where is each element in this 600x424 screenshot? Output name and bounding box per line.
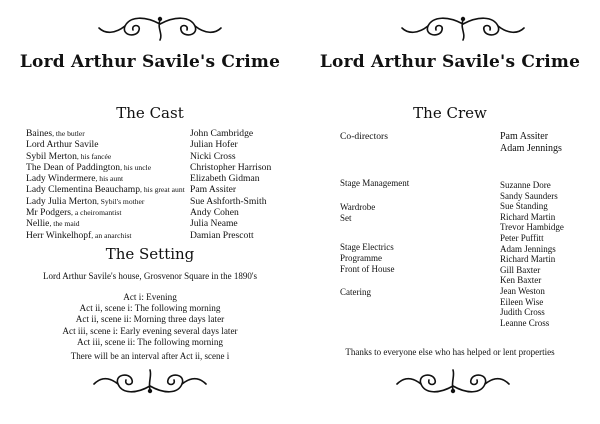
actor-name: Andy Cohen	[190, 207, 239, 219]
bottom-flourish-ornament	[90, 366, 210, 396]
character	[26, 151, 111, 162]
crew-role: Front of House	[340, 264, 395, 274]
character	[26, 173, 123, 184]
character	[26, 184, 185, 195]
crew-name: Judith Cross	[500, 307, 545, 318]
crew-name: Eileen Wise	[500, 296, 544, 307]
top-flourish-ornament	[398, 14, 528, 44]
cast-row	[26, 218, 296, 229]
crew-name: Suzanne Dore	[500, 180, 551, 190]
cast-heading: The Cast	[116, 104, 184, 122]
crew-name: Adam Jennings	[500, 243, 556, 254]
character-name: Mr Podgers	[26, 207, 72, 219]
character-name: Baines	[26, 128, 53, 139]
crew-heading: The Crew	[413, 104, 487, 122]
cast-row	[26, 184, 296, 195]
crew-name: Richard Martin	[500, 211, 556, 222]
crew-role: Wardrobe	[340, 202, 376, 212]
actor-name: Julia Neame	[190, 218, 238, 230]
crew-name: Jean Weston	[500, 285, 545, 296]
act-line: Act ii, scene i: The following morning	[79, 303, 221, 314]
character-name: Lady Julia Merton	[26, 195, 97, 207]
actor-name: Sue Ashforth-Smith	[190, 195, 267, 207]
codirectors-names	[500, 131, 562, 155]
cast-row	[26, 139, 296, 150]
setting-heading: The Setting	[105, 245, 195, 263]
right-page	[300, 0, 600, 424]
page-title: Lord Arthur Savile's Crime	[19, 52, 281, 72]
cast-row	[26, 162, 296, 173]
actor-name: Damian Prescott	[190, 229, 254, 241]
character-role: , Sybil's mother	[96, 196, 145, 206]
character-role: , his aunt	[95, 174, 124, 184]
crew-role: Stage Management	[340, 178, 410, 188]
cast-row	[26, 173, 296, 184]
cast-row	[26, 128, 296, 139]
cast-row	[26, 196, 296, 207]
character-role: , the butler	[52, 129, 85, 138]
crew-name: Sue Standing	[500, 201, 548, 212]
crew-name: Leanne Cross	[500, 317, 550, 328]
crew-name: Gill Baxter	[500, 264, 541, 275]
actor-name: Christopher Harrison	[190, 161, 272, 173]
codirectors-label: Co-directors	[340, 131, 388, 142]
actor-name: Nicki Cross	[190, 150, 236, 162]
act-line: Act iii, scene ii: The following morning	[76, 336, 224, 347]
act-line: Act i: Evening	[123, 292, 177, 302]
character-role: , the maid	[49, 219, 80, 229]
character	[26, 196, 144, 207]
character-name: Lord Arthur Savile	[26, 139, 99, 151]
character	[26, 207, 121, 218]
crew-role: Stage Electrics	[340, 242, 394, 252]
character-name: Lady Windermere	[26, 173, 96, 185]
character-name: The Dean of Paddington	[26, 161, 121, 173]
character-name: Lady Clementina Beauchamp	[26, 184, 141, 196]
character-role: , his uncle	[120, 162, 152, 172]
actor-name: Julian Hofer	[190, 139, 238, 151]
crew-names	[500, 180, 564, 328]
character-name: Nellie	[26, 218, 50, 230]
crew-role: Programme	[340, 253, 382, 263]
crew-role: Catering	[340, 287, 371, 297]
cast-row	[26, 230, 296, 241]
character-role: , an anarchist	[91, 230, 132, 240]
act-line: Act iii, scene i: Early evening several days later	[62, 325, 238, 336]
crew-role: Set	[340, 213, 352, 223]
character-role: , his fancée	[76, 151, 112, 161]
character	[26, 162, 151, 173]
actor-name: Pam Assiter	[190, 184, 237, 196]
page-title: Lord Arthur Savile's Crime	[319, 52, 581, 72]
thanks-note: Thanks to everyone else who has helped or lent properties	[345, 347, 555, 357]
crew-name: Sandy Saunders	[500, 190, 558, 201]
crew-name: Peter Puffitt	[500, 232, 544, 243]
character	[26, 218, 80, 229]
cast-row	[26, 207, 296, 218]
top-flourish-ornament	[95, 14, 225, 44]
character-name: Herr Winkelhopf	[26, 229, 92, 241]
character	[26, 230, 132, 241]
actor-name: Elizabeth Gidman	[190, 173, 260, 185]
codirector-name: Adam Jennings	[500, 143, 562, 154]
crew-name: Richard Martin	[500, 254, 556, 265]
actor-name: John Cambridge	[190, 128, 254, 139]
setting-place: Lord Arthur Savile's house, Grosvenor Square in the 1890's	[43, 271, 257, 281]
interval-note: There will be an interval after Act ii, scene i	[70, 351, 230, 361]
character-name: Sybil Merton	[26, 150, 77, 162]
character-role: , his great aunt	[140, 185, 185, 195]
character-role: , a cheiromantist	[71, 208, 122, 218]
act-line: Act ii, scene ii: Morning three days later	[75, 314, 225, 325]
codirector-name: Pam Assiter	[500, 131, 549, 142]
acts-list	[0, 292, 300, 348]
character	[26, 139, 98, 150]
crew-name: Ken Baxter	[500, 275, 542, 286]
cast-list	[26, 128, 296, 241]
crew-name: Trevor Hambidge	[500, 222, 564, 233]
character	[26, 128, 85, 139]
bottom-flourish-ornament	[393, 366, 513, 396]
cast-row	[26, 151, 296, 162]
